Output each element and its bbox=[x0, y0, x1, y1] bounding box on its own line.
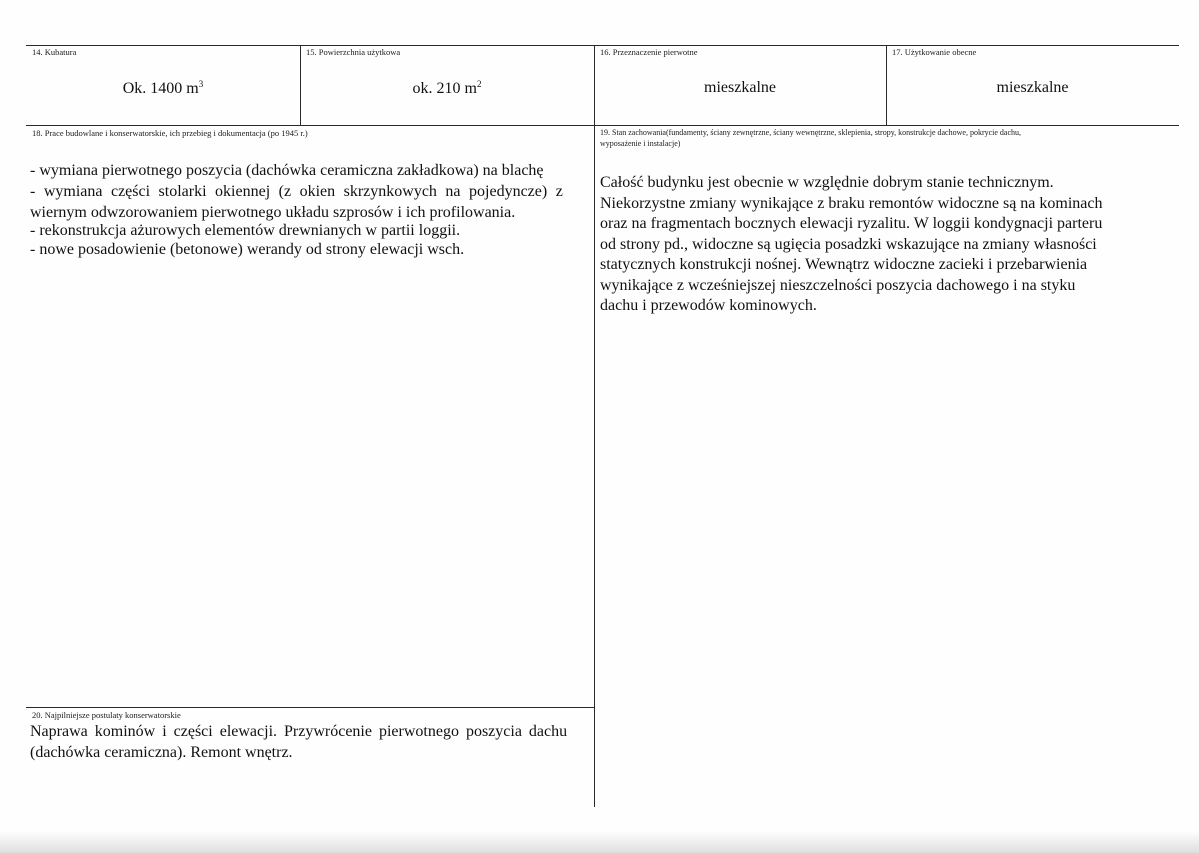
powierzchnia-label: 15. Powierzchnia użytkowa bbox=[306, 47, 401, 57]
prace-line-2: - wymiana części stolarki okiennej (z okien skrzynkowych na pojedyncze) z bbox=[30, 183, 563, 200]
cell-prace-budowlane bbox=[26, 125, 594, 707]
kubatura-value-main: Ok. 1400 m bbox=[122, 80, 199, 97]
postulaty-text bbox=[30, 721, 590, 763]
postulaty-line-2: (dachówka ceramiczna). Remont wnętrz. bbox=[30, 744, 293, 761]
prace-line-1: - wymiana pierwotnego poszycia (dachówka ceramiczna zakładkowa) na blachę bbox=[30, 162, 544, 179]
przeznaczenie-value: mieszkalne bbox=[704, 79, 776, 96]
prace-line-5: - nowe posadowienie (betonowe) werandy od strony elewacji wsch. bbox=[30, 241, 465, 258]
powierzchnia-value-main: ok. 210 m bbox=[412, 80, 477, 97]
prace-budowlane-text bbox=[30, 160, 590, 260]
stan-line-6: wynikające z wcześniejszej nieszczelności poszycia dachowego i na styku bbox=[600, 276, 1076, 294]
postulaty-line-1: Naprawa kominów i części elewacji. Przywrócenie pierwotnego poszycia dachu bbox=[30, 723, 568, 740]
cell-powierzchnia bbox=[300, 45, 594, 125]
cell-uzytkowanie bbox=[886, 45, 1179, 125]
kubatura-value bbox=[26, 79, 300, 99]
stan-line-5: statycznych konstrukcji nośnej. Wewnątrz widoczne zacieki i przebarwienia bbox=[600, 256, 1088, 273]
stan-line-4: od strony pd., widoczne są ugięcia posadzki wskazujące na zmiany własności bbox=[600, 235, 1097, 253]
cell-przeznaczenie bbox=[594, 45, 886, 125]
powierzchnia-value bbox=[300, 79, 594, 99]
stan-line-1: Całość budynku jest obecnie w względnie dobrym stanie technicznym. bbox=[600, 174, 1054, 191]
stan-zachowania-text bbox=[600, 173, 1160, 317]
uzytkowanie-label: 17. Użytkowanie obecne bbox=[892, 47, 977, 57]
prace-budowlane-label: 18. Prace budowlane i konserwatorskie, ich przebieg i dokumentacja (po 1945 r.) bbox=[32, 128, 308, 138]
stan-line-3: oraz na fragmentach bocznych elewacji ryzalitu. W loggii kondygnacji parteru bbox=[600, 215, 1103, 232]
stan-zachowania-label-line1: 19. Stan zachowania(fundamenty, ściany zewnętrzne, ściany wewnętrzne, sklepienia, stropy, konstrukcje dachowe, pokrycie dachu, bbox=[600, 128, 1022, 137]
kubatura-value-unit-exponent: 3 bbox=[198, 79, 204, 89]
cell-stan-zachowania bbox=[594, 125, 1179, 807]
kubatura-label: 14. Kubatura bbox=[32, 47, 77, 57]
uzytkowanie-value: mieszkalne bbox=[996, 79, 1069, 96]
przeznaczenie-label: 16. Przeznaczenie pierwotne bbox=[600, 47, 698, 57]
stan-line-7: dachu i przewodów kominowych. bbox=[600, 297, 817, 314]
stan-zachowania-label-line2: wyposażenie i instalacje) bbox=[600, 139, 681, 148]
postulaty-label: 20. Najpilniejsze postulaty konserwatorskie bbox=[32, 710, 181, 720]
prace-line-4: - rekonstrukcja ażurowych elementów drewnianych w partii loggii. bbox=[30, 222, 461, 239]
scan-edge-shade bbox=[0, 831, 1199, 853]
cell-postulaty bbox=[26, 707, 594, 807]
stan-line-2: Niekorzystne zmiany wynikające z braku remontów widoczne są na kominach bbox=[600, 194, 1103, 212]
prace-line-3: wiernym odwzorowaniem pierwotnego układu szprosów i ich profilowania. bbox=[30, 204, 516, 221]
powierzchnia-value-unit-exponent: 2 bbox=[476, 79, 482, 89]
cell-kubatura bbox=[26, 45, 300, 125]
